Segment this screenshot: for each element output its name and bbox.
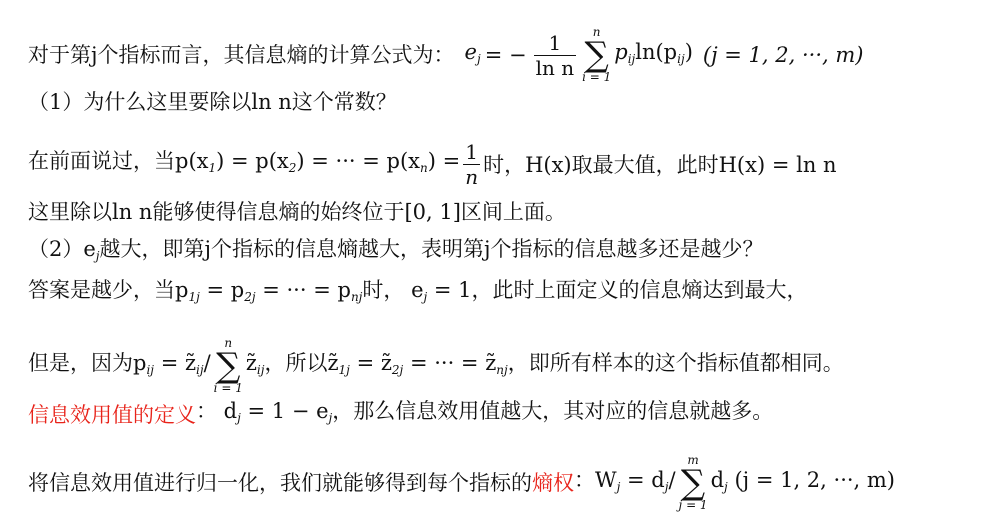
entropy-eq: = − (484, 43, 527, 67)
entropy-weight-suffix: $d_j$ (j = 1, 2, ···, m) (710, 467, 895, 494)
max-entropy-suffix: 时，H(x)取最大值，此时H(x) = ln n (483, 152, 837, 177)
entropy-weight-line (28, 454, 895, 512)
z-sum: n ∑ i = 1 (213, 336, 243, 395)
max-entropy-prefix: 在前面说过，当$p(x_1) = p(x_2)$ = ··· = $p(x_n)$ = (28, 149, 461, 175)
d-sum: m ∑ j = 1 (678, 453, 708, 512)
reason-line (28, 337, 844, 395)
utility-definition-line (28, 396, 773, 433)
entropy-lhs: $e_j$ (464, 39, 481, 66)
question-1-text: （1）为什么这里要除以ln n这个常数？ (28, 90, 397, 114)
entropy-range: (j = 1, 2, ···, m) (702, 43, 864, 67)
entropy-intro-text: 对于第j个指标而言，其信息熵的计算公式为： (28, 43, 455, 67)
reason-prefix: 但是，因为$p_{ij}$ = $z̃_{ij}/$ (28, 350, 211, 377)
entropy-weight-label: 熵权 (532, 471, 574, 495)
reason-suffix: $z̃_{ij}$，所以$z̃_{1j}$ = $z̃_{2j}$ = ··· = $z̃_{nj}$，即所有样本的这个指标值都相同。 (245, 350, 844, 377)
utility-definition-label: 信息效用值的定义 (28, 402, 196, 427)
answer-text: 答案是越少，当$p_{1j} = p_{2j}$ = ··· = $p_{nj}$时， $e_j = 1$，此时上面定义的信息熵达到最大， (28, 278, 808, 304)
normalization-note (28, 197, 566, 227)
answer-line (28, 275, 808, 312)
one-over-n-fraction: $\frac{1}{n}$ (465, 140, 479, 189)
question-2 (28, 234, 764, 271)
entropy-term: $p_{ij}\ln(p_{ij})$ (614, 39, 693, 66)
entropy-weight-prefix: 将信息效用值进行归一化，我们就能够得到每个指标的 (28, 471, 532, 495)
max-entropy-line (28, 140, 837, 189)
question-2-text: $(2)e_j$越大，即第j个指标的信息熵越大，表明第j个指标的信息越多还是越少？ (28, 237, 764, 263)
entropy-weight-formula: ：$W_j = d_j/$ (574, 467, 676, 494)
utility-definition-text: ： $d_j = 1 - e_j$，那么信息效用值越大，其对应的信息就越多。 (196, 399, 774, 425)
entropy-fraction: $\frac{1}{\text{ln n}}$ (535, 30, 575, 80)
normalization-note-text: 这里除以ln n能够使得信息熵的始终位于[0, 1]区间上面。 (28, 200, 566, 224)
entropy-formula-line (28, 26, 863, 84)
question-1 (28, 87, 397, 117)
entropy-sum: n ∑ i = 1 (582, 25, 612, 84)
